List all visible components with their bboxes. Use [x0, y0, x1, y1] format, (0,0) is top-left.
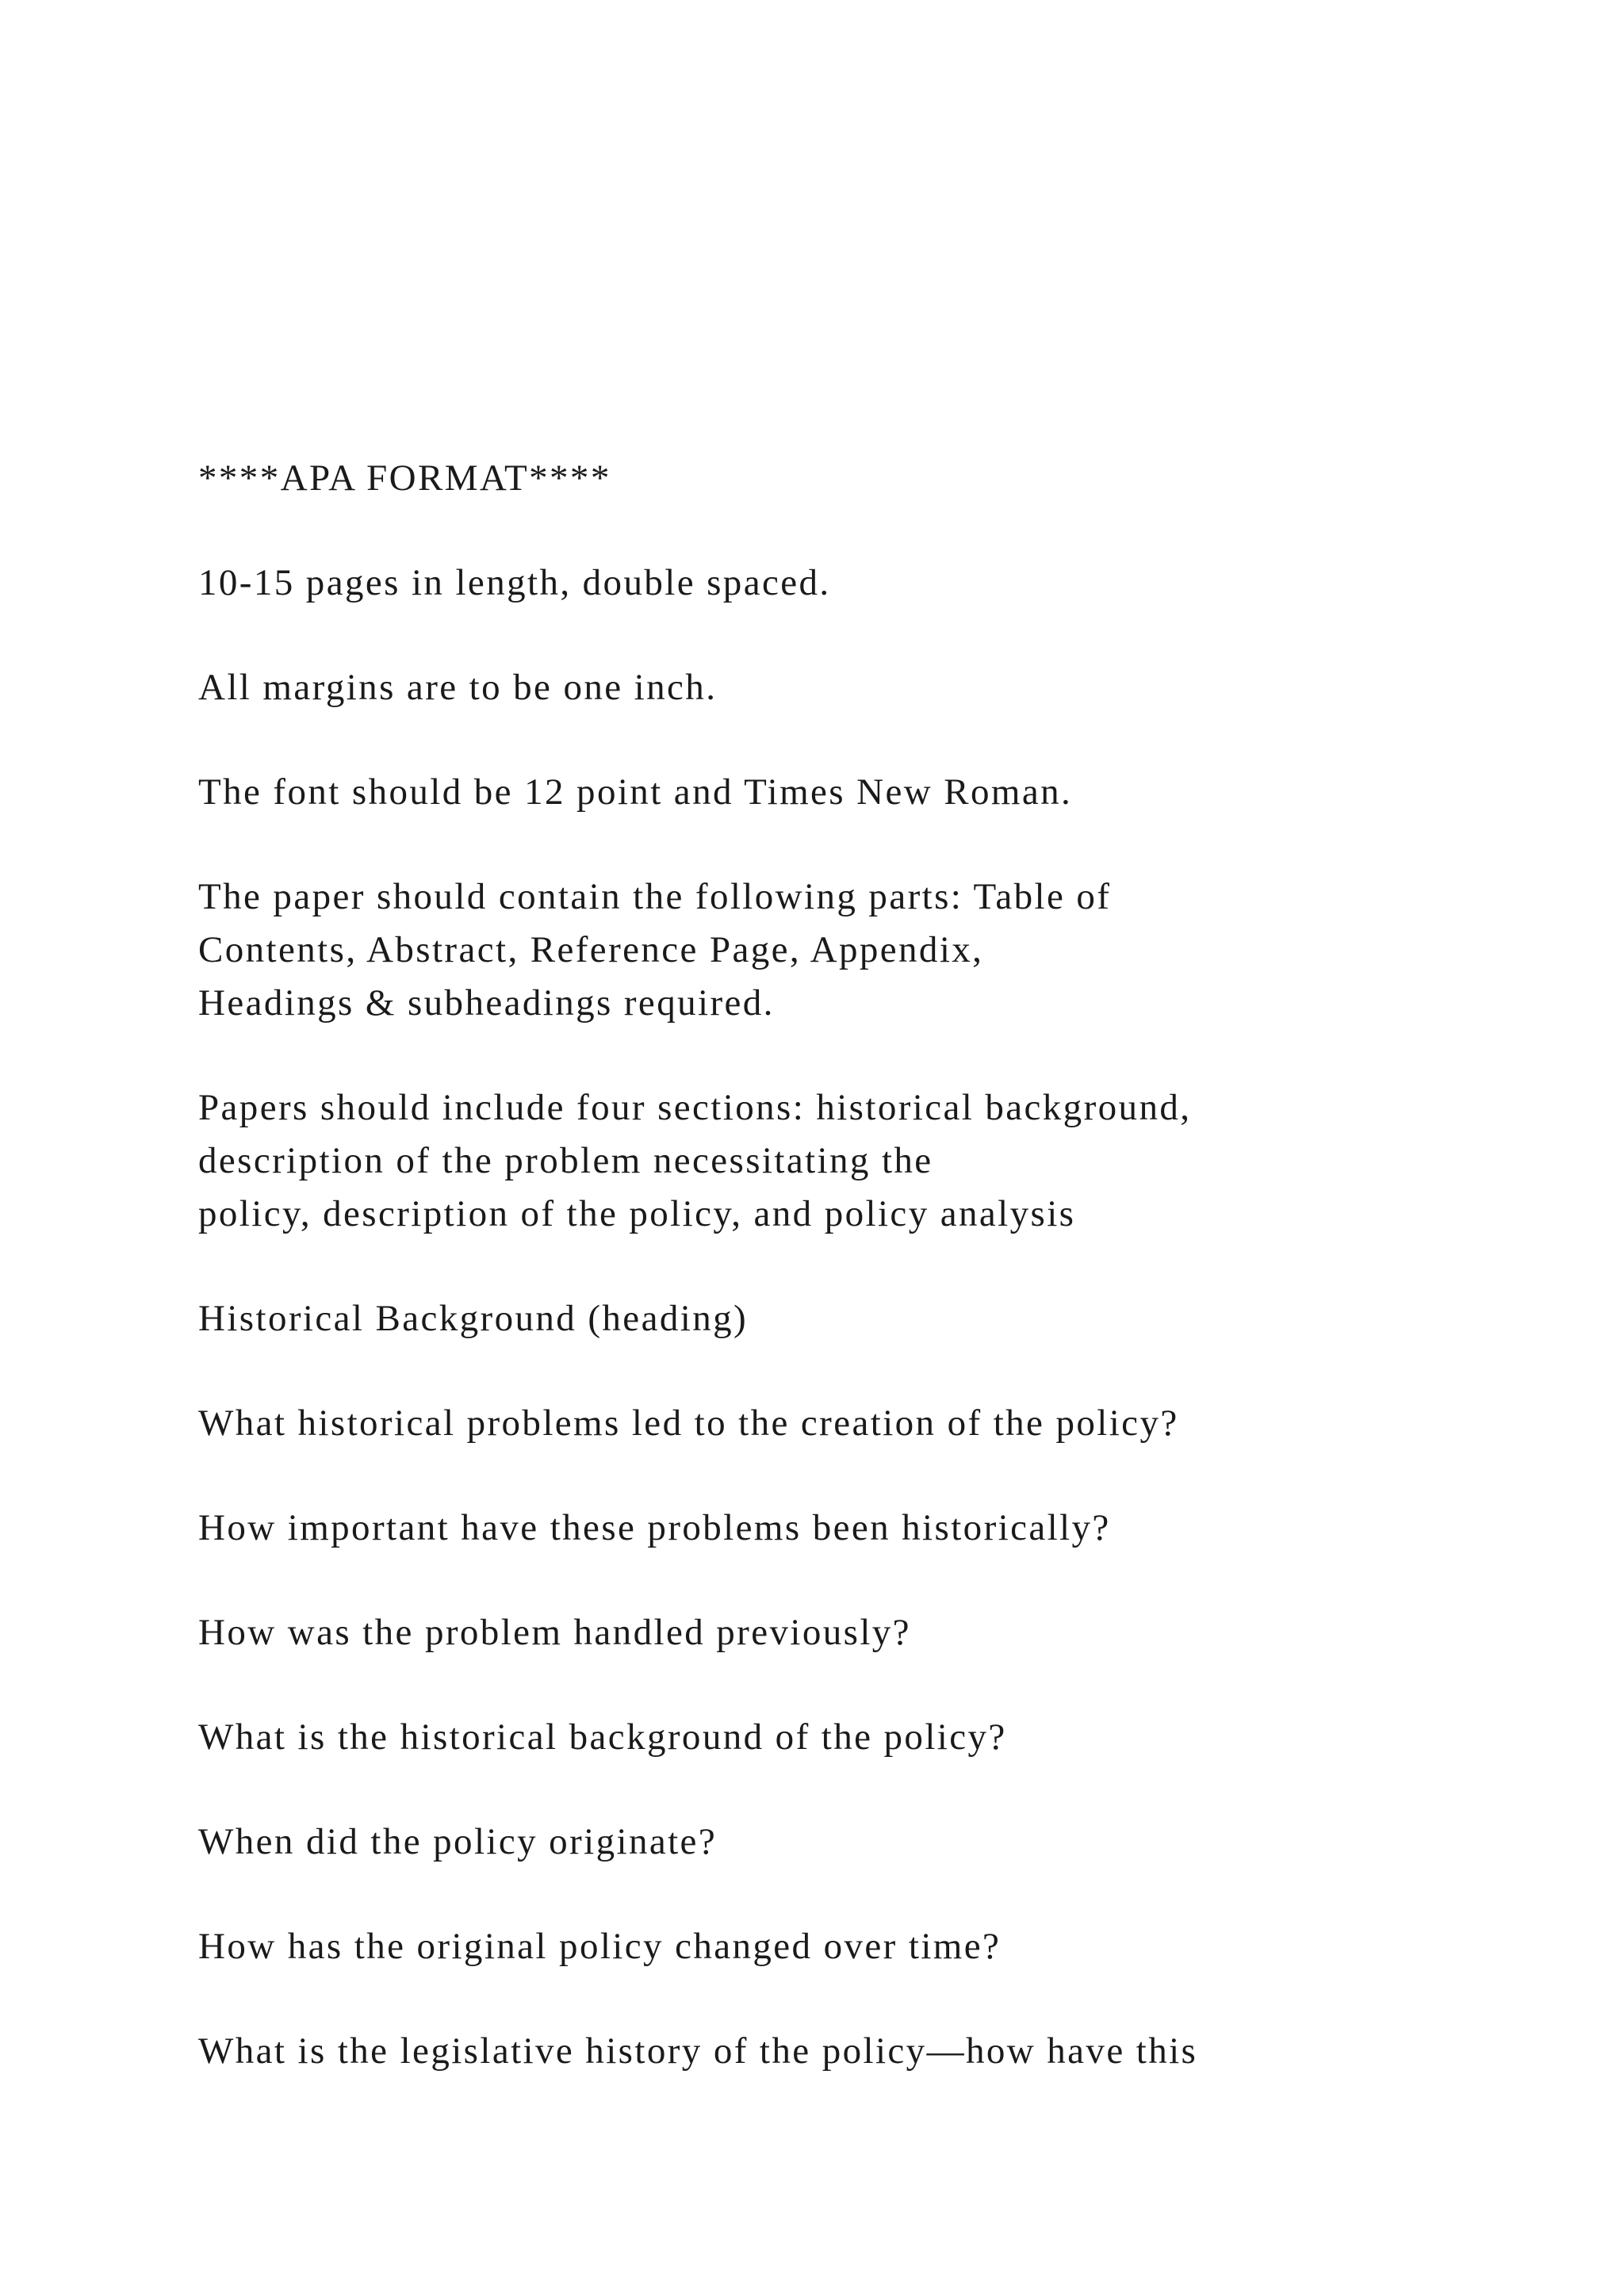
- question-item: [198, 1397, 1435, 1450]
- paragraph-line: What historical problems led to the creation of the policy?: [198, 1402, 1179, 1444]
- question-item: [198, 2025, 1435, 2078]
- required-sections-paragraph: [198, 1081, 1435, 1241]
- paragraph-line: When did the policy originate?: [198, 1821, 718, 1862]
- question-item: [198, 1920, 1435, 1973]
- paragraph-line: How was the problem handled previously?: [198, 1612, 911, 1653]
- question-item: [198, 1816, 1435, 1869]
- paragraph-line: All margins are to be one inch.: [198, 667, 718, 708]
- paragraph-line: How has the original policy changed over time?: [198, 1926, 1002, 1967]
- question-item: [198, 1606, 1435, 1659]
- required-parts-paragraph: [198, 871, 1435, 1030]
- paragraph-line: 10-15 pages in length, double spaced.: [198, 562, 831, 603]
- section-heading: [198, 1292, 1435, 1345]
- page-length-requirement: [198, 557, 1435, 610]
- question-item: [198, 1711, 1435, 1764]
- paragraph-line: The font should be 12 point and Times New Roman.: [198, 771, 1073, 813]
- paragraph-line: Papers should include four sections: historical background,: [198, 1087, 1192, 1128]
- paragraph-line: What is the legislative history of the policy—how have this: [198, 2030, 1198, 2072]
- paragraph-line: description of the problem necessitating the: [198, 1140, 933, 1181]
- paragraph-line: ****APA FORMAT****: [198, 457, 611, 499]
- format-title: [198, 452, 1435, 505]
- paragraph-line: Headings & subheadings required.: [198, 982, 775, 1024]
- paragraph-line: policy, description of the policy, and policy analysis: [198, 1193, 1076, 1234]
- paragraph-line: Historical Background (heading): [198, 1298, 749, 1339]
- font-requirement: [198, 766, 1435, 819]
- question-item: [198, 1502, 1435, 1555]
- document-body: [198, 452, 1435, 2130]
- paragraph-line: What is the historical background of the policy?: [198, 1716, 1007, 1758]
- paragraph-line: Contents, Abstract, Reference Page, Appendix,: [198, 929, 984, 970]
- paragraph-line: How important have these problems been historically?: [198, 1507, 1111, 1548]
- paragraph-line: The paper should contain the following parts: Table of: [198, 876, 1112, 917]
- margin-requirement: [198, 661, 1435, 714]
